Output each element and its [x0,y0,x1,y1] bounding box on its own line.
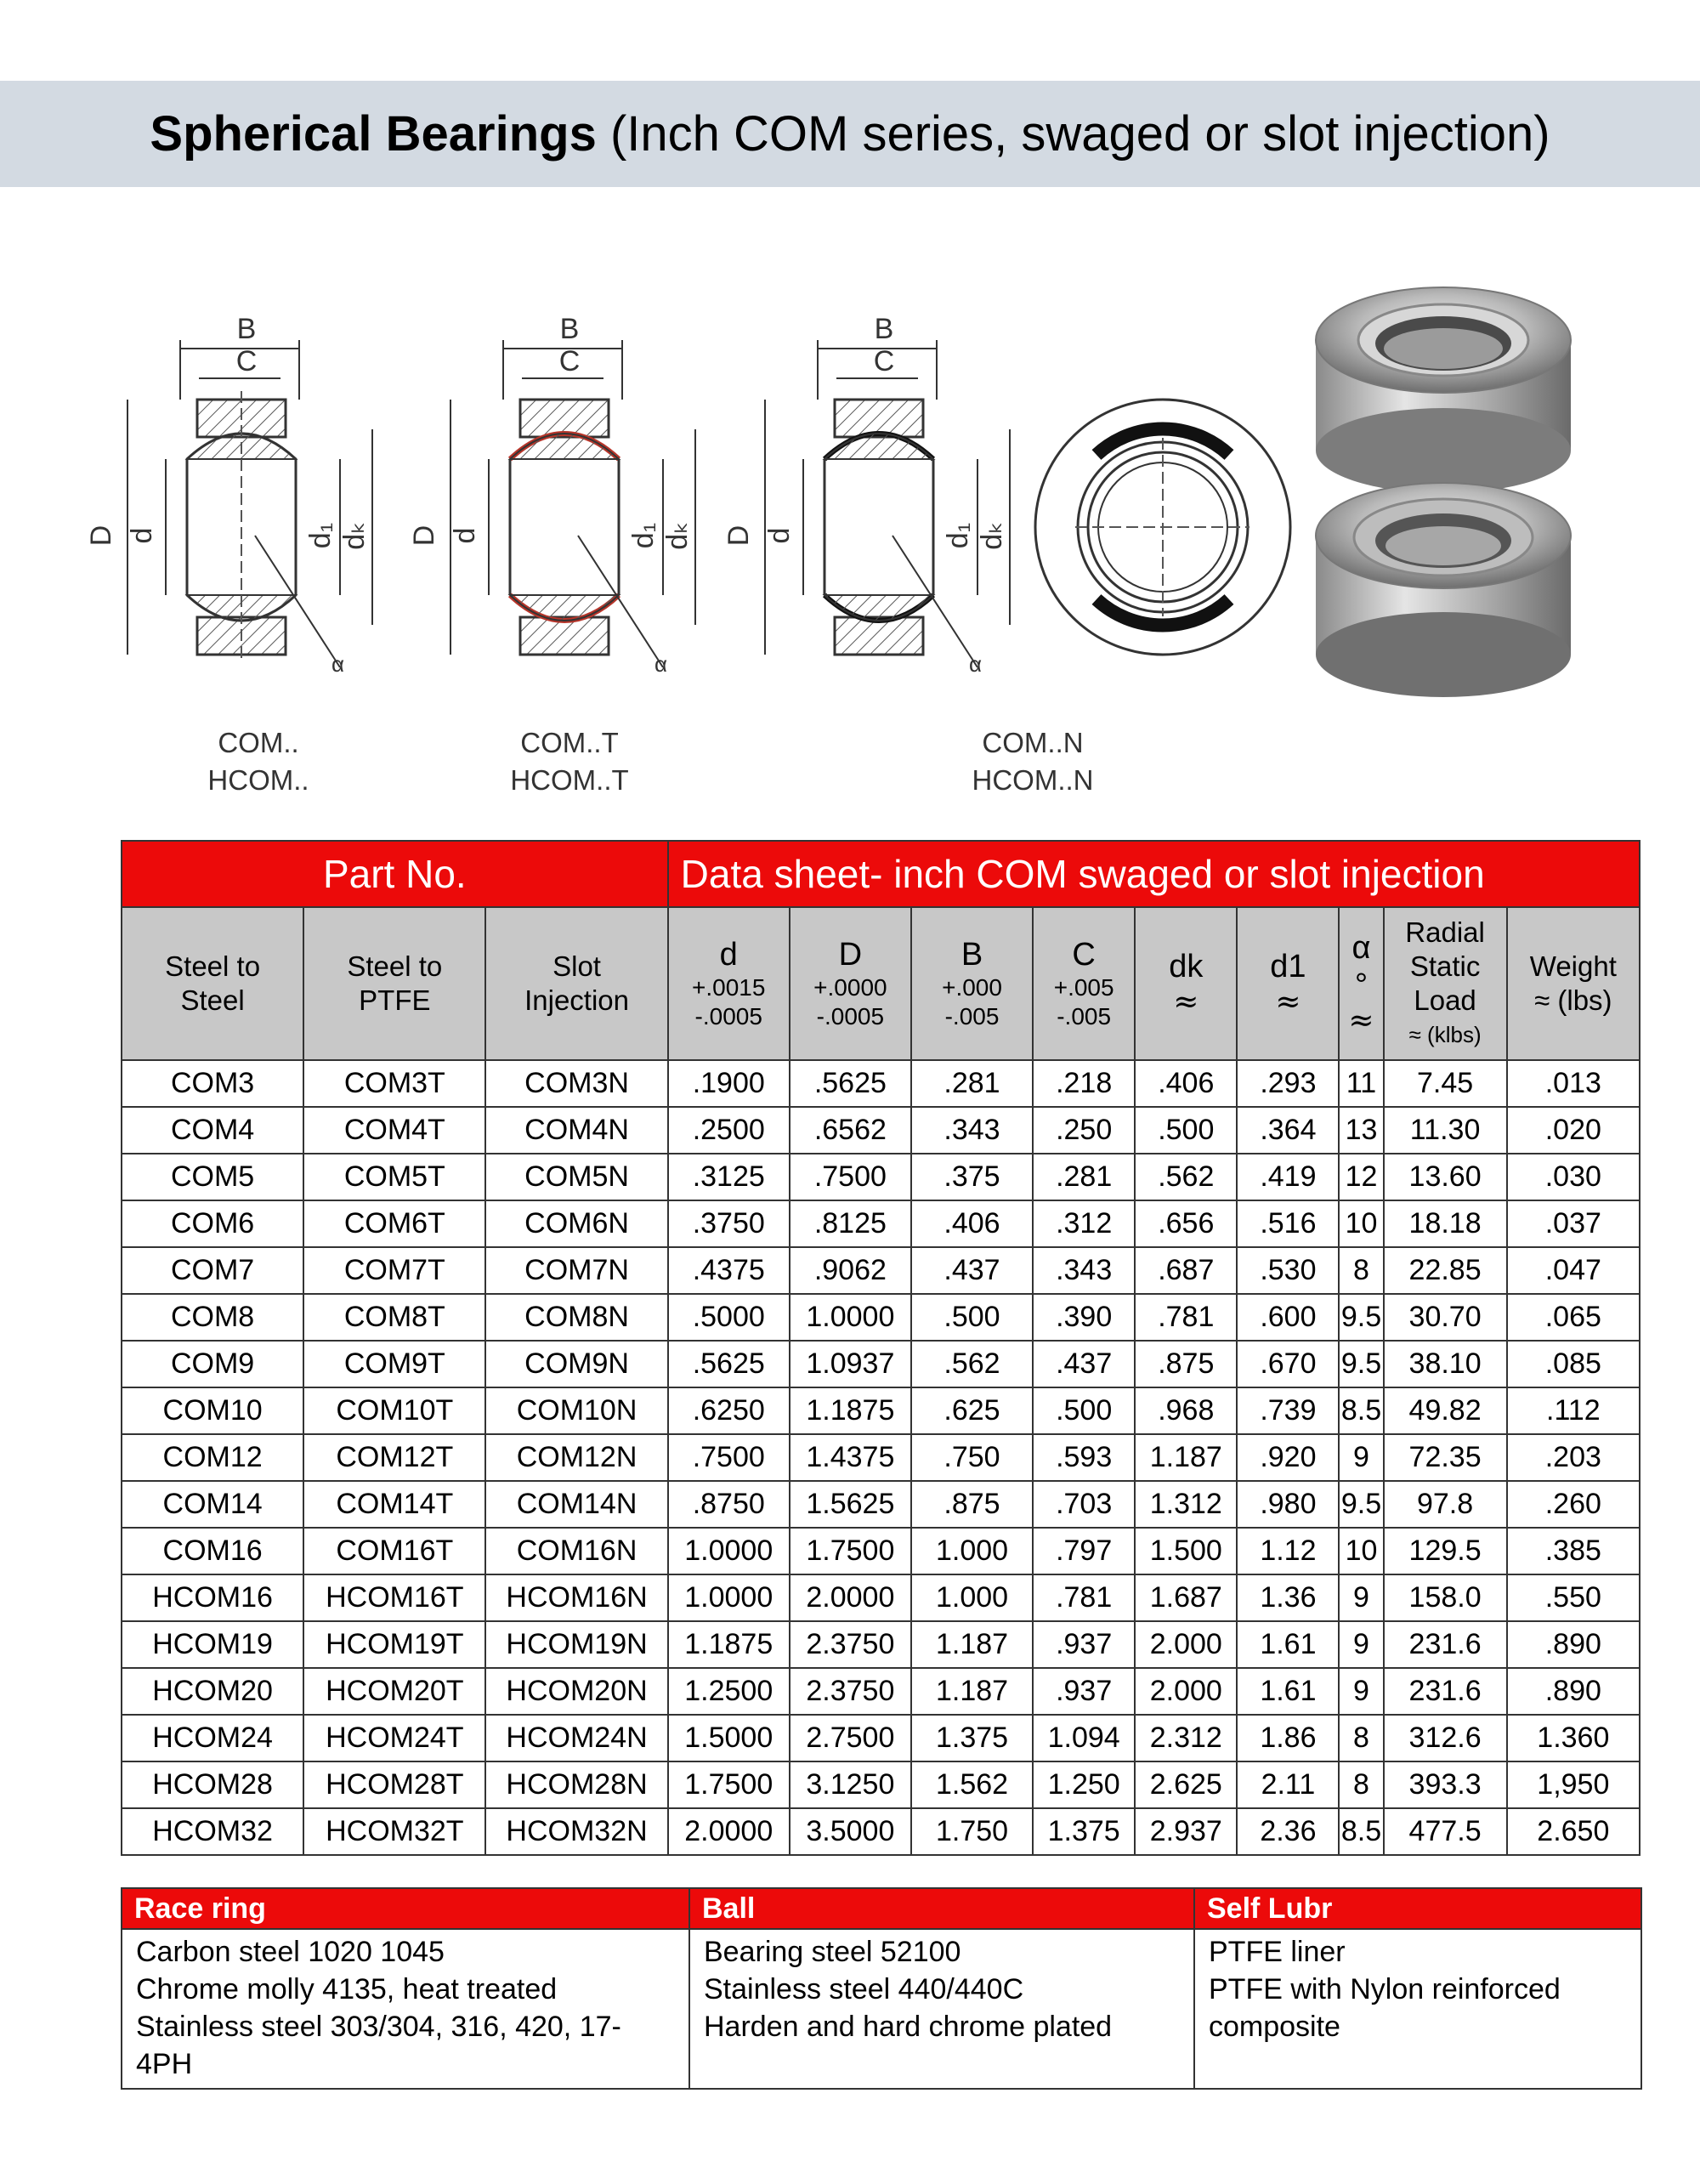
table-row [122,1154,1640,1200]
table-cell: 7.45 [1384,1060,1507,1107]
table-cell: 1.687 [1135,1574,1237,1621]
table-cell: 2.312 [1135,1715,1237,1761]
table-cell: 3.5000 [790,1808,911,1855]
table-cell: 2.650 [1507,1808,1640,1855]
table-cell: 2.937 [1135,1808,1237,1855]
table-cell: .500 [1033,1387,1135,1434]
table-cell: .739 [1237,1387,1339,1434]
table-cell: COM10 [122,1387,303,1434]
col-C: C +.005 -.005 [1033,907,1135,1060]
table-cell: COM8T [303,1294,485,1341]
dim-D-label: D [722,525,755,547]
table-cell: 2.7500 [790,1715,911,1761]
table-cell: 1.12 [1237,1528,1339,1574]
ball-line: Harden and hard chrome plated [704,2011,1113,2043]
dim-d1-label: d₁ [627,522,660,549]
dim-d-label: d [126,527,158,544]
table-cell: .4375 [668,1247,790,1294]
table-cell: 9.5 [1339,1341,1383,1387]
table-cell: 2.3750 [790,1668,911,1715]
table-cell: .9062 [790,1247,911,1294]
table-cell: .937 [1033,1668,1135,1715]
table-cell: 2.11 [1237,1761,1339,1808]
table-cell: HCOM32 [122,1808,303,1855]
table-cell: COM4N [485,1107,667,1154]
table-cell: .781 [1033,1574,1135,1621]
diagram-com-t [408,313,695,677]
table-cell: .343 [1033,1247,1135,1294]
race-ring-cell [122,1929,689,2089]
table-cell: 1.312 [1135,1481,1237,1528]
col-steel-to-steel: Steel to Steel [122,907,303,1060]
header-data-sheet: Data sheet- inch COM swaged or slot injection [668,841,1640,907]
dim-d-label: d [449,527,481,544]
table-cell: HCOM28T [303,1761,485,1808]
table-cell: .500 [911,1294,1033,1341]
table-cell: .5000 [668,1294,790,1341]
table-row [122,1060,1640,1107]
table-cell: .437 [911,1247,1033,1294]
table-cell: 18.18 [1384,1200,1507,1247]
caption-line: HCOM..N [972,764,1094,796]
caption-com-t [484,724,654,799]
table-cell: .020 [1507,1107,1640,1154]
table-cell: 1.250 [1033,1761,1135,1808]
dim-alpha-label: α [969,651,983,677]
col-alpha: α ° ≈ [1339,907,1383,1060]
table-cell: 1.0000 [668,1574,790,1621]
table-cell: COM12N [485,1434,667,1481]
table-cell: COM5 [122,1154,303,1200]
table-cell: .516 [1237,1200,1339,1247]
table-cell: 1.2500 [668,1668,790,1715]
table-cell: HCOM20N [485,1668,667,1715]
table-cell: 8 [1339,1247,1383,1294]
table-cell: .656 [1135,1200,1237,1247]
table-cell: .6250 [668,1387,790,1434]
table-cell: 1.36 [1237,1574,1339,1621]
table-row [122,1528,1640,1574]
table-cell: .406 [1135,1060,1237,1107]
caption-line: COM.. [218,727,299,758]
table-cell: 97.8 [1384,1481,1507,1528]
col-weight: Weight ≈ (lbs) [1507,907,1640,1060]
table-cell: .2500 [668,1107,790,1154]
table-cell: .037 [1507,1200,1640,1247]
table-cell: 312.6 [1384,1715,1507,1761]
dim-d1-label: d₁ [304,522,337,549]
table-row [122,1761,1640,1808]
table-cell: 1.0000 [790,1294,911,1341]
col-D: D +.0000 -.0005 [790,907,911,1060]
table-cell: 9.5 [1339,1481,1383,1528]
col-B: B +.000 -.005 [911,907,1033,1060]
dim-D-label: D [408,525,440,547]
table-cell: 231.6 [1384,1621,1507,1668]
table-cell: 1.562 [911,1761,1033,1808]
col-slot-injection: Slot Injection [485,907,667,1060]
table-cell: 1.750 [911,1808,1033,1855]
dim-b-label: B [236,313,257,345]
table-cell: .047 [1507,1247,1640,1294]
table-cell: .260 [1507,1481,1640,1528]
col-dk: dk ≈ [1135,907,1237,1060]
table-cell: HCOM20T [303,1668,485,1715]
dim-dk-label: dₖ [338,521,371,550]
table-cell: 1.7500 [668,1761,790,1808]
header-part-no: Part No. [122,841,668,907]
table-cell: .281 [1033,1154,1135,1200]
table-cell: .5625 [668,1341,790,1387]
table-cell: .703 [1033,1481,1135,1528]
col-radial-static-load: Radial Static Load ≈ (klbs) [1384,907,1507,1060]
table-cell: 1.0000 [668,1528,790,1574]
col-d1: d1 ≈ [1237,907,1339,1060]
table-cell: 10 [1339,1528,1383,1574]
table-cell: 9 [1339,1668,1383,1715]
table-row [122,1715,1640,1761]
table-cell: COM12T [303,1434,485,1481]
table-cell: .281 [911,1060,1033,1107]
table-cell: 1.86 [1237,1715,1339,1761]
table-cell: 1.375 [1033,1808,1135,1855]
table-cell: .890 [1507,1621,1640,1668]
table-cell: .293 [1237,1060,1339,1107]
table-cell: 38.10 [1384,1341,1507,1387]
table-cell: .875 [911,1481,1033,1528]
race-ring-line: Carbon steel 1020 1045 [136,1936,445,1968]
front-view-diagram [1035,400,1290,655]
table-cell: HCOM24 [122,1715,303,1761]
table-cell: 2.000 [1135,1621,1237,1668]
table-cell: COM12 [122,1434,303,1481]
ball-line: Bearing steel 52100 [704,1936,961,1968]
table-cell: HCOM28N [485,1761,667,1808]
table-cell: .968 [1135,1387,1237,1434]
table-cell: 1.61 [1237,1621,1339,1668]
diagram-com [85,313,372,677]
table-cell: 1,950 [1507,1761,1640,1808]
table-cell: .670 [1237,1341,1339,1387]
race-ring-line: Chrome molly 4135, heat treated [136,1973,558,2005]
col-steel-to-ptfe: Steel to PTFE [303,907,485,1060]
table-cell: .343 [911,1107,1033,1154]
table-row [122,1294,1640,1341]
table-cell: 12 [1339,1154,1383,1200]
race-ring-header: Race ring [122,1888,689,1929]
table-cell: .797 [1033,1528,1135,1574]
table-cell: 72.35 [1384,1434,1507,1481]
table-cell: HCOM20 [122,1668,303,1715]
table-cell: 1.500 [1135,1528,1237,1574]
table-cell: .600 [1237,1294,1339,1341]
ball-cell [689,1929,1194,2089]
title-rest: (Inch COM series, swaged or slot injection) [596,106,1550,162]
table-cell: COM14N [485,1481,667,1528]
table-cell: COM7 [122,1247,303,1294]
table-row [122,1621,1640,1668]
table-cell: COM7T [303,1247,485,1294]
dim-c-label: C [235,345,258,377]
table-cell: 1.1875 [668,1621,790,1668]
table-cell: 1.375 [911,1715,1033,1761]
table-cell: 1.360 [1507,1715,1640,1761]
table-cell: .562 [911,1341,1033,1387]
table-cell: .7500 [668,1434,790,1481]
table-row [122,1481,1640,1528]
table-cell: .550 [1507,1574,1640,1621]
caption-com-n [948,724,1118,799]
table-row [122,1200,1640,1247]
table-cell: 9 [1339,1621,1383,1668]
table-cell: 1.5000 [668,1715,790,1761]
table-cell: 1.0937 [790,1341,911,1387]
table-cell: 9 [1339,1434,1383,1481]
table-cell: 1.187 [911,1668,1033,1715]
diagram-com-n [722,313,1010,677]
table-cell: COM9T [303,1341,485,1387]
table-cell: 13.60 [1384,1154,1507,1200]
table-cell: HCOM19 [122,1621,303,1668]
table-cell: COM6 [122,1200,303,1247]
table-cell: .390 [1033,1294,1135,1341]
table-cell: HCOM16T [303,1574,485,1621]
dim-d1-label: d₁ [942,522,974,549]
title-bold: Spherical Bearings [150,106,597,162]
table-cell: 2.000 [1135,1668,1237,1715]
table-cell: .875 [1135,1341,1237,1387]
table-cell: 8.5 [1339,1808,1383,1855]
table-cell: COM8 [122,1294,303,1341]
table-cell: 1.5625 [790,1481,911,1528]
table-cell: .562 [1135,1154,1237,1200]
table-cell: .890 [1507,1668,1640,1715]
dim-dk-label: dₖ [976,521,1008,550]
table-cell: 1.7500 [790,1528,911,1574]
table-cell: .593 [1033,1434,1135,1481]
table-cell: .7500 [790,1154,911,1200]
dim-alpha-label: α [654,651,668,677]
table-cell: .3125 [668,1154,790,1200]
table-cell: .385 [1507,1528,1640,1574]
table-row [122,1247,1640,1294]
table-cell: HCOM24T [303,1715,485,1761]
title-bar [0,81,1700,187]
dim-c-label: C [558,345,581,377]
table-cell: HCOM19N [485,1621,667,1668]
table-cell: COM6N [485,1200,667,1247]
table-cell: 2.36 [1237,1808,1339,1855]
bearing-photo-top [1316,287,1571,493]
table-cell: 9.5 [1339,1294,1383,1341]
table-cell: 1.094 [1033,1715,1135,1761]
table-cell: .920 [1237,1434,1339,1481]
table-cell: 9 [1339,1574,1383,1621]
table-cell: .1900 [668,1060,790,1107]
table-cell: .8125 [790,1200,911,1247]
table-cell: 49.82 [1384,1387,1507,1434]
caption-line: HCOM..T [510,764,629,796]
table-cell: .6562 [790,1107,911,1154]
table-cell: 8 [1339,1761,1383,1808]
table-cell: 1.187 [1135,1434,1237,1481]
table-cell: COM6T [303,1200,485,1247]
table-cell: .013 [1507,1060,1640,1107]
self-lubr-header: Self Lubr [1194,1888,1641,1929]
dim-d-label: d [763,527,796,544]
table-cell: 13 [1339,1107,1383,1154]
table-cell: .112 [1507,1387,1640,1434]
table-cell: .364 [1237,1107,1339,1154]
table-cell: .312 [1033,1200,1135,1247]
data-sheet-table [121,840,1640,1856]
table-row [122,1668,1640,1715]
table-cell: COM9N [485,1341,667,1387]
table-cell: 8 [1339,1715,1383,1761]
race-ring-line: Stainless steel 303/304, 316, 420, 17-4PH [136,2011,621,2080]
table-cell: .980 [1237,1481,1339,1528]
table-cell: HCOM16N [485,1574,667,1621]
dim-c-label: C [873,345,895,377]
table-cell: 231.6 [1384,1668,1507,1715]
table-cell: 2.0000 [790,1574,911,1621]
table-cell: .937 [1033,1621,1135,1668]
table-cell: .375 [911,1154,1033,1200]
self-lubr-cell [1194,1929,1641,2089]
table-cell: .500 [1135,1107,1237,1154]
table-cell: COM16N [485,1528,667,1574]
col-d: d +.0015 -.0005 [668,907,790,1060]
dim-alpha-label: α [332,651,345,677]
table-cell: .065 [1507,1294,1640,1341]
table-cell: 3.1250 [790,1761,911,1808]
table-cell: .8750 [668,1481,790,1528]
table-cell: 1.000 [911,1528,1033,1574]
table-cell: HCOM28 [122,1761,303,1808]
table-cell: COM9 [122,1341,303,1387]
data-sheet-body [122,1060,1640,1855]
table-cell: COM10N [485,1387,667,1434]
table-cell: HCOM24N [485,1715,667,1761]
table-cell: COM3N [485,1060,667,1107]
table-cell: 1.4375 [790,1434,911,1481]
table-cell: 477.5 [1384,1808,1507,1855]
table-cell: .781 [1135,1294,1237,1341]
dim-b-label: B [559,313,580,345]
ball-header: Ball [689,1888,1194,1929]
table-row [122,1434,1640,1481]
table-cell: .5625 [790,1060,911,1107]
table-cell: .530 [1237,1247,1339,1294]
table-cell: .218 [1033,1060,1135,1107]
table-cell: COM5T [303,1154,485,1200]
table-cell: 393.3 [1384,1761,1507,1808]
caption-com [173,724,343,799]
table-cell: .085 [1507,1341,1640,1387]
materials-table [121,1887,1642,2090]
table-cell: .750 [911,1434,1033,1481]
table-cell: 129.5 [1384,1528,1507,1574]
table-cell: COM3T [303,1060,485,1107]
ball-line: Stainless steel 440/440C [704,1973,1024,2005]
bearing-photo-bottom [1316,483,1571,697]
dim-b-label: B [874,313,894,345]
table-cell: COM8N [485,1294,667,1341]
table-cell: 2.3750 [790,1621,911,1668]
table-cell: HCOM19T [303,1621,485,1668]
table-cell: COM4 [122,1107,303,1154]
table-cell: HCOM16 [122,1574,303,1621]
table-cell: 2.625 [1135,1761,1237,1808]
table-cell: 8.5 [1339,1387,1383,1434]
table-row [122,1107,1640,1154]
table-cell: 1.61 [1237,1668,1339,1715]
caption-line: HCOM.. [207,764,309,796]
table-cell: COM10T [303,1387,485,1434]
table-cell: 10 [1339,1200,1383,1247]
table-cell: .625 [911,1387,1033,1434]
table-cell: .437 [1033,1341,1135,1387]
table-cell: COM14T [303,1481,485,1528]
caption-line: COM..N [982,727,1084,758]
table-cell: .687 [1135,1247,1237,1294]
table-cell: 22.85 [1384,1247,1507,1294]
table-cell: HCOM32N [485,1808,667,1855]
dim-dk-label: dₖ [661,521,694,550]
table-cell: .203 [1507,1434,1640,1481]
table-cell: 2.0000 [668,1808,790,1855]
table-cell: COM4T [303,1107,485,1154]
table-cell: COM5N [485,1154,667,1200]
table-cell: 11 [1339,1060,1383,1107]
dim-D-label: D [85,525,117,547]
table-cell: .419 [1237,1154,1339,1200]
table-cell: .030 [1507,1154,1640,1200]
table-cell: 30.70 [1384,1294,1507,1341]
table-row [122,1808,1640,1855]
self-lubr-line: PTFE with Nylon reinforced composite [1209,1973,1561,2043]
table-cell: .406 [911,1200,1033,1247]
table-cell: .250 [1033,1107,1135,1154]
self-lubr-line: PTFE liner [1209,1936,1346,1968]
table-cell: 1.000 [911,1574,1033,1621]
table-cell: COM16 [122,1528,303,1574]
table-row [122,1341,1640,1387]
table-cell: HCOM32T [303,1808,485,1855]
page-title [150,105,1550,162]
table-row [122,1574,1640,1621]
table-cell: COM16T [303,1528,485,1574]
caption-line: COM..T [520,727,619,758]
table-cell: .3750 [668,1200,790,1247]
table-row [122,1387,1640,1434]
table-cell: 158.0 [1384,1574,1507,1621]
table-cell: COM3 [122,1060,303,1107]
table-cell: COM14 [122,1481,303,1528]
table-cell: COM7N [485,1247,667,1294]
table-cell: 1.1875 [790,1387,911,1434]
table-cell: 11.30 [1384,1107,1507,1154]
table-cell: 1.187 [911,1621,1033,1668]
